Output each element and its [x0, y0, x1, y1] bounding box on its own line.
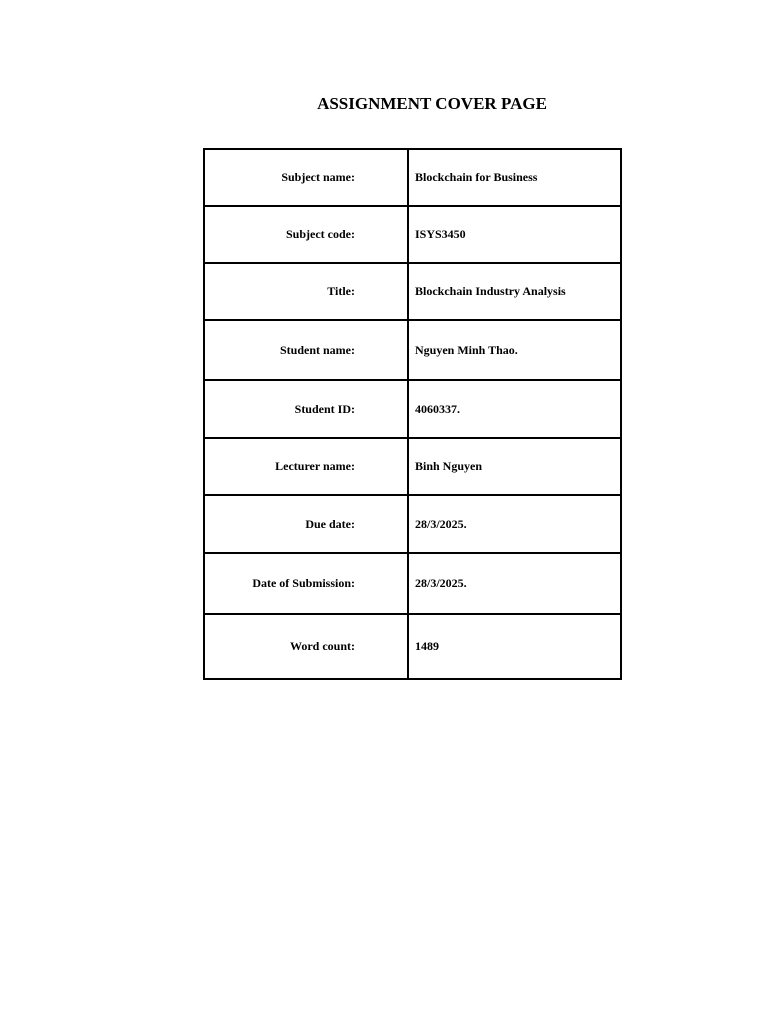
- row-label: Subject code:: [204, 206, 408, 263]
- row-label: Student name:: [204, 320, 408, 380]
- table-row: [204, 380, 621, 438]
- row-label: Word count:: [204, 614, 408, 679]
- row-value: Blockchain for Business: [408, 149, 621, 206]
- row-label: Due date:: [204, 495, 408, 553]
- row-value: 28/3/2025.: [408, 495, 621, 553]
- row-value: 28/3/2025.: [408, 553, 621, 614]
- table-row: [204, 320, 621, 380]
- row-label: Title:: [204, 263, 408, 320]
- row-value: 4060337.: [408, 380, 621, 438]
- cover-info-table: [203, 148, 622, 680]
- table-row: [204, 614, 621, 679]
- table-row: [204, 206, 621, 263]
- table-row: [204, 553, 621, 614]
- table-row: [204, 149, 621, 206]
- row-value: Blockchain Industry Analysis: [408, 263, 621, 320]
- row-value: Binh Nguyen: [408, 438, 621, 495]
- table-row: [204, 263, 621, 320]
- row-value: 1489: [408, 614, 621, 679]
- row-label: Subject name:: [204, 149, 408, 206]
- row-label: Date of Submission:: [204, 553, 408, 614]
- row-value: ISYS3450: [408, 206, 621, 263]
- table-row: [204, 495, 621, 553]
- page-title: ASSIGNMENT COVER PAGE: [317, 94, 547, 113]
- row-value: Nguyen Minh Thao.: [408, 320, 621, 380]
- table-row: [204, 438, 621, 495]
- row-label: Student ID:: [204, 380, 408, 438]
- row-label: Lecturer name:: [204, 438, 408, 495]
